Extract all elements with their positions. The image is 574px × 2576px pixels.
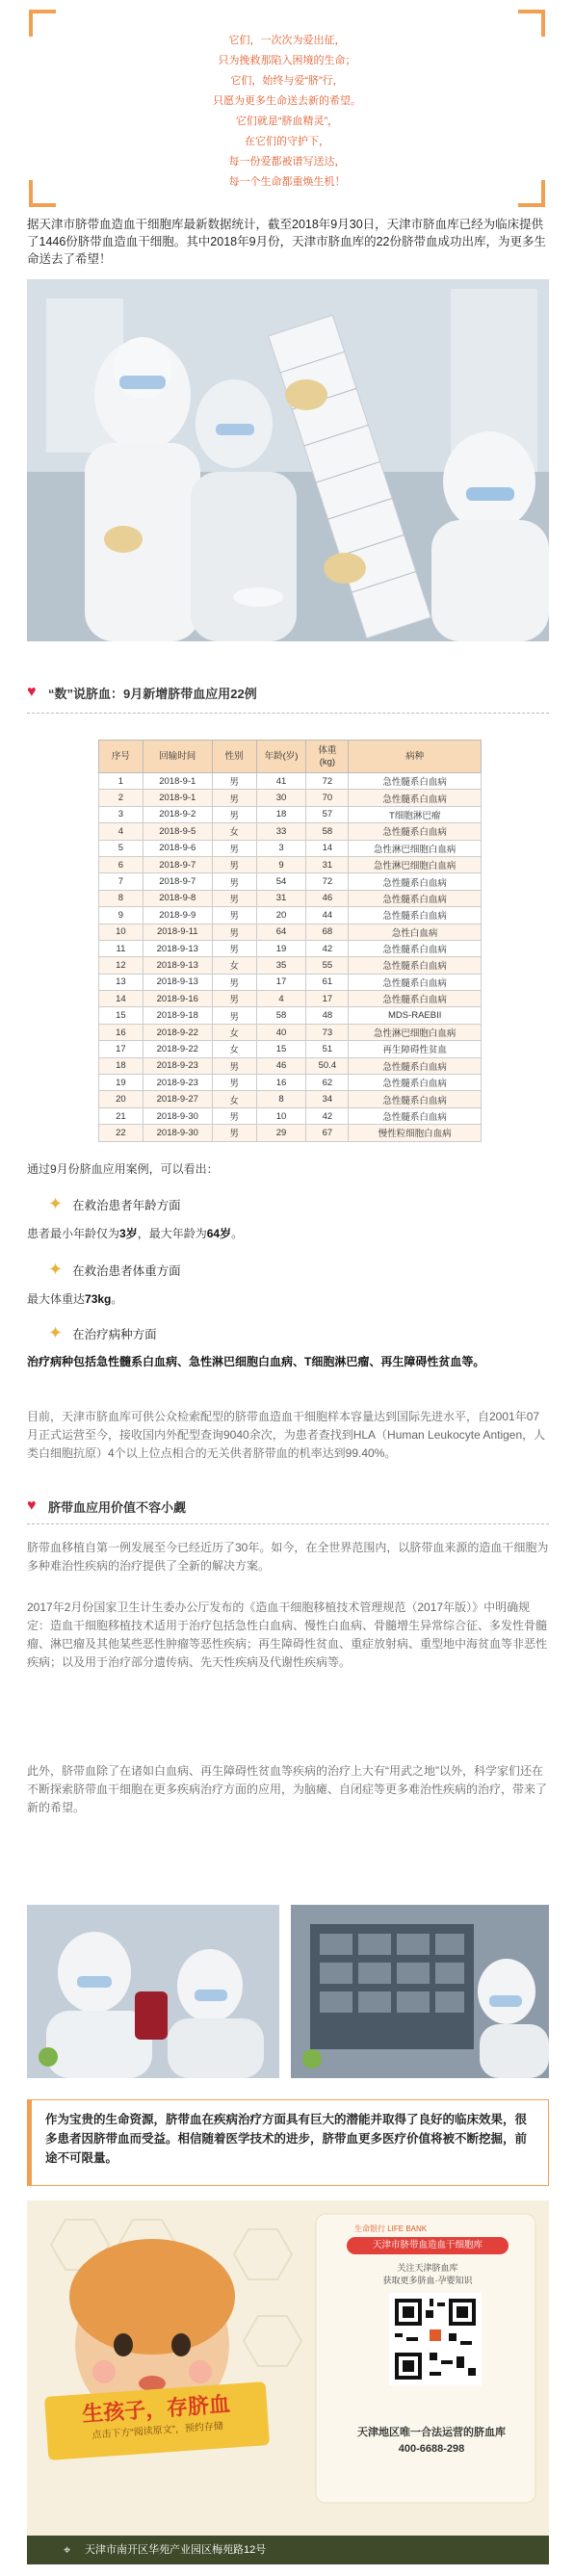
table-cell: MDS-RAEBII [349, 1007, 482, 1024]
table-cell: 14 [306, 840, 349, 856]
table-cell: 男 [212, 1057, 256, 1074]
table-cell: 67 [306, 1125, 349, 1141]
org-tagline: 天津地区唯一合法运营的脐血库 [357, 2427, 506, 2438]
table-row [99, 957, 482, 974]
table-cell: 5 [99, 840, 144, 856]
table-cell: 急性髓系白血病 [349, 907, 482, 924]
cases-table-wrap [98, 740, 482, 1142]
highlight-value: 64岁 [206, 1227, 232, 1240]
qr-code[interactable] [389, 2293, 482, 2385]
table-row [99, 991, 482, 1007]
table-cell: 2018-9-22 [143, 1024, 212, 1040]
table-cell: 2018-9-23 [143, 1057, 212, 1074]
table-cell: 9 [99, 907, 144, 924]
table-cell: 急性髓系白血病 [349, 940, 482, 956]
table-cell: 72 [306, 873, 349, 890]
lab-illustration [27, 279, 549, 641]
table-row [99, 974, 482, 990]
table-cell: 3 [256, 840, 306, 856]
table-row [99, 1007, 482, 1024]
analysis-age [27, 1225, 549, 1243]
doctor-photo [27, 1905, 279, 2078]
lifebank-logo: 生命银行 LIFE BANK [354, 2225, 428, 2233]
table-row [99, 1024, 482, 1040]
bullet-heading [48, 1194, 181, 1214]
table-cell: 男 [212, 940, 256, 956]
table-row [99, 1091, 482, 1107]
bullet-heading-text: 在救治患者体重方面 [72, 1263, 181, 1278]
table-cell: 41 [256, 773, 306, 790]
table-cell: 男 [212, 856, 256, 872]
table-cell: 70 [306, 790, 349, 806]
table-row [99, 1107, 482, 1124]
promo-poster[interactable] [27, 2200, 549, 2564]
analysis-matching: 目前，天津市脐血库可供公众检索配型的脐带血造血干细胞样本容量达到国际先进水平，自2001年07月正式运营至今，接收国内外配型查询9040余次，为患者查找到HLA（Human Leukocyte Antigen，人类白细胞抗原）4个以上位点相合的无关供者脐带血的机率达到99.40%。 [27, 1410, 546, 1460]
text-fragment: 最大体重达 [27, 1292, 86, 1306]
table-cell: 12 [99, 957, 144, 974]
table-cell: 2018-9-7 [143, 873, 212, 890]
table-cell: 30 [256, 790, 306, 806]
table-cell: 2018-9-2 [143, 806, 212, 822]
table-cell: 55 [306, 957, 349, 974]
table-cell: 4 [256, 991, 306, 1007]
bullet-heading [48, 1323, 157, 1343]
table-cell: 29 [256, 1125, 306, 1141]
table-cell: 42 [306, 940, 349, 956]
table-cell: 急性髓系白血病 [349, 890, 482, 906]
bullet-heading-text: 在治疗病种方面 [72, 1327, 157, 1341]
column-header: 年龄(岁) [256, 741, 306, 773]
summary-box: 作为宝贵的生命资源，脐带血在疾病治疗方面具有巨大的潜能并取得了良好的临床效果，很多患者因脐带血而受益。相信随着医学技术的进步，脐带血更多医疗价值将被不断挖掘，前途不可限量。 [27, 2099, 549, 2186]
doctor-illustration [27, 1905, 279, 2078]
table-cell: 6 [99, 856, 144, 872]
table-cell: 1 [99, 773, 144, 790]
table-cell: 急性髓系白血病 [349, 991, 482, 1007]
table-cell: 2 [99, 790, 144, 806]
address-text: 天津市南开区华苑产业园区梅苑路12号 [85, 2544, 267, 2556]
table-row [99, 940, 482, 956]
poem-line: 在它们的守护下， [245, 136, 329, 147]
table-cell: 2018-9-23 [143, 1075, 212, 1091]
table-cell: 35 [256, 957, 306, 974]
section-header-value [27, 1496, 549, 1517]
table-cell: 2018-9-16 [143, 991, 212, 1007]
table-cell: 51 [306, 1041, 349, 1057]
table-cell: 57 [306, 806, 349, 822]
table-cell: 58 [306, 823, 349, 840]
table-cell: 10 [99, 924, 144, 940]
heart-icon: ♥ [27, 1497, 37, 1514]
table-cell: 急性白血病 [349, 924, 482, 940]
table-cell: 急性淋巴细胞白血病 [349, 1024, 482, 1040]
table-cell: 男 [212, 840, 256, 856]
table-cell: 急性髓系白血病 [349, 1057, 482, 1074]
address-bar [27, 2536, 549, 2564]
table-header-row [99, 741, 482, 773]
hotline: 400-6688-298 [398, 2443, 465, 2455]
table-cell: 男 [212, 1125, 256, 1141]
table-row [99, 873, 482, 890]
table-cell: 急性髓系白血病 [349, 823, 482, 840]
value-paragraph: 2017年2月份国家卫生计生委办公厅发布的《造血干细胞移植技术管理规范（2017年版）》中明确规定：造血干细胞移植技术适用于治疗包括急性白血病、慢性白血病、骨髓增生异常综合征、多发性骨髓瘤、淋巴瘤及其他某些恶性肿瘤等恶性疾病；再生障碍性贫血、重症放射病、重型地中海贫血等非恶性疾病；以及用于治疗部分遗传病、先天性疾病及代谢性疾病等。 [27, 1600, 548, 1669]
table-cell: 22 [99, 1125, 144, 1141]
location-pin-icon: ⌖ [64, 2542, 71, 2557]
table-row [99, 806, 482, 822]
table-cell: 17 [306, 991, 349, 1007]
table-cell: 男 [212, 773, 256, 790]
highlight-value: 3岁 [119, 1227, 138, 1240]
column-header: 性别 [212, 741, 256, 773]
value-paragraph: 脐带血移植自第一例发展至今已经近历了30年。如今，在全世界范围内，以脐带血来源的造血干细胞为多种难治性疾病的治疗提供了全新的解决方案。 [27, 1541, 549, 1573]
table-cell: 8 [99, 890, 144, 906]
table-cell: 34 [306, 1091, 349, 1107]
table-cell: 急性髓系白血病 [349, 957, 482, 974]
table-cell: 54 [256, 873, 306, 890]
table-cell: 10 [256, 1107, 306, 1124]
highlight-value: 治疗病种包括急性髓系白血病、急性淋巴细胞白血病、T细胞淋巴瘤、再生障碍性贫血等。 [27, 1355, 485, 1368]
table-cell: 女 [212, 1024, 256, 1040]
cases-table [98, 740, 482, 1142]
table-cell: 男 [212, 991, 256, 1007]
table-cell: 46 [306, 890, 349, 906]
divider [27, 1523, 549, 1524]
follow-line: 获取更多脐血·孕婴知识 [382, 2276, 473, 2285]
table-cell: 女 [212, 1091, 256, 1107]
highlight-value: 73kg [85, 1292, 112, 1306]
column-header: 体重 (kg) [306, 741, 349, 773]
table-cell: 61 [306, 974, 349, 990]
table-cell: 男 [212, 1107, 256, 1124]
bank-name-pill: 天津市脐带血造血干细胞库 [347, 2237, 509, 2254]
table-cell: 急性髓系白血病 [349, 1091, 482, 1107]
table-cell: 急性淋巴细胞白血病 [349, 856, 482, 872]
table-row [99, 907, 482, 924]
table-cell: 2018-9-9 [143, 907, 212, 924]
table-cell: 2018-9-8 [143, 890, 212, 906]
table-cell: 2018-9-5 [143, 823, 212, 840]
text-fragment: ，最大年龄为 [137, 1227, 207, 1240]
table-cell: 2018-9-7 [143, 856, 212, 872]
table-cell: 2018-9-27 [143, 1091, 212, 1107]
section-header-data [27, 682, 549, 703]
qr-code-icon [391, 2295, 480, 2383]
lab-photo [27, 279, 549, 641]
table-cell: 72 [306, 773, 349, 790]
machine-photo [291, 1905, 549, 2078]
table-row [99, 924, 482, 940]
table-cell: 男 [212, 873, 256, 890]
poem-line: 只为挽救那陷入困境的生命； [218, 55, 356, 66]
table-cell: 男 [212, 1075, 256, 1091]
follow-text [347, 2262, 509, 2287]
table-cell: 急性髓系白血病 [349, 773, 482, 790]
analysis-diseases [27, 1353, 549, 1371]
table-cell: 31 [306, 856, 349, 872]
text-fragment: 。 [111, 1292, 123, 1306]
table-cell: 20 [99, 1091, 144, 1107]
table-cell: 急性髓系白血病 [349, 873, 482, 890]
follow-line: 关注天津脐血库 [397, 2263, 458, 2273]
table-cell: 8 [256, 1091, 306, 1107]
table-cell: 21 [99, 1107, 144, 1124]
table-cell: 18 [99, 1057, 144, 1074]
table-row [99, 1057, 482, 1074]
table-cell: 男 [212, 890, 256, 906]
table-cell: 15 [256, 1041, 306, 1057]
slogan-text: 生孩子，存脐血 [81, 2391, 231, 2427]
section-title: 脐带血应用价值不容小觑 [48, 1499, 187, 1515]
table-cell: 女 [212, 1041, 256, 1057]
table-row [99, 773, 482, 790]
table-row [99, 890, 482, 906]
divider [27, 713, 549, 714]
table-cell: 42 [306, 1107, 349, 1124]
table-cell: 2018-9-30 [143, 1107, 212, 1124]
table-cell: 13 [99, 974, 144, 990]
star-icon: ✦ [48, 1260, 64, 1279]
bullet-heading-text: 在救治患者年龄方面 [72, 1198, 181, 1212]
table-cell: 40 [256, 1024, 306, 1040]
table-cell: 50.4 [306, 1057, 349, 1074]
poem-line: 它们，始终与爱“脐”行， [230, 75, 344, 87]
value-paragraph: 此外，脐带血除了在诸如白血病、再生障碍性贫血等疾病的治疗上大有“用武之地”以外，科学家们还在不断探索脐带血干细胞在更多疾病治疗方面的应用，为脑瘫、自闭症等更多难治性疾病的治疗，带来了新的希望。 [27, 1764, 548, 1814]
table-cell: 女 [212, 957, 256, 974]
poem-line: 每一个生命都重焕生机！ [228, 176, 346, 188]
poem-line: 只愿为更多生命送去新的希望。 [213, 95, 361, 107]
text-fragment: 。 [231, 1227, 244, 1240]
table-row [99, 840, 482, 856]
table-cell: 急性髓系白血病 [349, 790, 482, 806]
poem-line: 每一份爱都被谱写送达， [228, 156, 346, 168]
column-header: 序号 [99, 741, 144, 773]
table-cell: 2018-9-1 [143, 790, 212, 806]
table-row [99, 790, 482, 806]
table-cell: 2018-9-22 [143, 1041, 212, 1057]
table-cell: 2018-9-11 [143, 924, 212, 940]
table-cell: 73 [306, 1024, 349, 1040]
table-cell: 急性髓系白血病 [349, 1075, 482, 1091]
table-cell: 62 [306, 1075, 349, 1091]
table-cell: 男 [212, 924, 256, 940]
table-cell: 16 [99, 1024, 144, 1040]
table-cell: 2018-9-13 [143, 974, 212, 990]
column-header: 回输时间 [143, 741, 212, 773]
table-row [99, 823, 482, 840]
star-icon: ✦ [48, 1194, 64, 1213]
table-cell: 急性髓系白血病 [349, 1107, 482, 1124]
table-cell: 18 [256, 806, 306, 822]
intro-poem [29, 31, 545, 193]
table-cell: 2018-9-13 [143, 940, 212, 956]
section-title: “数”说脐血：9月新增脐带血应用22例 [48, 686, 257, 701]
table-cell: 33 [256, 823, 306, 840]
table-cell: 58 [256, 1007, 306, 1024]
table-cell: 17 [99, 1041, 144, 1057]
table-cell: 再生障碍性贫血 [349, 1041, 482, 1057]
table-cell: 女 [212, 823, 256, 840]
table-cell: 男 [212, 907, 256, 924]
machine-illustration [291, 1905, 549, 2078]
poem-line: 它们就是“脐血精灵”， [235, 116, 339, 127]
table-cell: 慢性粒细胞白血病 [349, 1125, 482, 1141]
table-cell: 15 [99, 1007, 144, 1024]
analysis-weight [27, 1290, 549, 1309]
intro-poem-box [29, 10, 545, 207]
table-cell: 7 [99, 873, 144, 890]
column-header: 病种 [349, 741, 482, 773]
table-row [99, 1125, 482, 1141]
table-cell: 11 [99, 940, 144, 956]
heart-icon: ♥ [27, 684, 37, 700]
table-cell: 20 [256, 907, 306, 924]
table-cell: 19 [256, 940, 306, 956]
table-row [99, 1075, 482, 1091]
table-cell: 男 [212, 790, 256, 806]
table-cell: 9 [256, 856, 306, 872]
table-cell: 48 [306, 1007, 349, 1024]
table-cell: 2018-9-18 [143, 1007, 212, 1024]
table-body [99, 773, 482, 1142]
table-cell: 14 [99, 991, 144, 1007]
table-cell: 2018-9-30 [143, 1125, 212, 1141]
table-cell: 19 [99, 1075, 144, 1091]
table-cell: 31 [256, 890, 306, 906]
analysis-lead: 通过9月份脐血应用案例，可以看出： [27, 1162, 219, 1176]
table-cell: 68 [306, 924, 349, 940]
table-cell: 16 [256, 1075, 306, 1091]
table-cell: 17 [256, 974, 306, 990]
table-cell: 3 [99, 806, 144, 822]
slogan-subtext: 点击下方“阅读原文”，预约存储 [91, 2421, 224, 2441]
table-cell: 2018-9-13 [143, 957, 212, 974]
table-cell: 64 [256, 924, 306, 940]
table-row [99, 856, 482, 872]
table-cell: 44 [306, 907, 349, 924]
stats-paragraph: 据天津市脐带血造血干细胞库最新数据统计，截至2018年9月30日，天津市脐血库已经为临床提供了1446份脐带血造血干细胞。其中2018年9月份，天津市脐血库的22份脐带血成功出库，为更多生命送去了希望！ [27, 218, 546, 266]
star-icon: ✦ [48, 1323, 64, 1342]
table-cell: T细胞淋巴瘤 [349, 806, 482, 822]
table-cell: 2018-9-1 [143, 773, 212, 790]
text-fragment: 患者最小年龄仅为 [27, 1227, 120, 1240]
table-cell: 急性髓系白血病 [349, 974, 482, 990]
table-cell: 男 [212, 806, 256, 822]
bullet-heading [48, 1260, 181, 1280]
poem-line: 它们，一次次为爱出征， [228, 35, 346, 46]
table-cell: 2018-9-6 [143, 840, 212, 856]
table-cell: 急性淋巴细胞白血病 [349, 840, 482, 856]
table-row [99, 1041, 482, 1057]
table-cell: 4 [99, 823, 144, 840]
table-cell: 男 [212, 974, 256, 990]
table-cell: 46 [256, 1057, 306, 1074]
table-cell: 男 [212, 1007, 256, 1024]
